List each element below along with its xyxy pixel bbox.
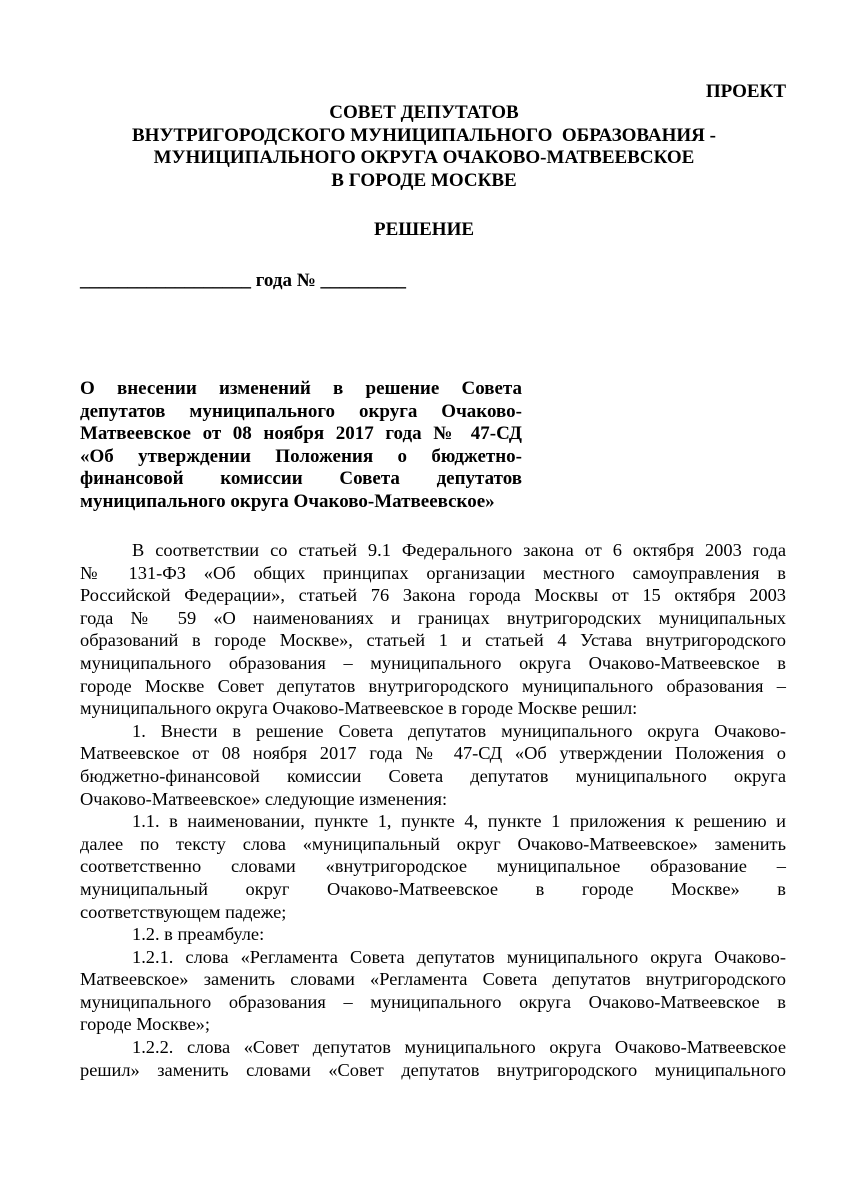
decision-body — [80, 539, 786, 1081]
body-line: Очаково-Матвеевское» следующие изменения: — [80, 788, 448, 809]
body-line: муниципального образования – муниципального округа Очаково-Матвеевское в — [80, 652, 786, 673]
body-line: Матвеевское» заменить словами «Регламента Совета депутатов внутригородского — [80, 969, 786, 990]
body-line: решил» заменить словами «Совет депутатов внутригородского муниципального — [80, 1059, 786, 1080]
body-line: 1.2.1. слова «Регламента Совета депутатов муниципального округа Очаково- — [132, 946, 786, 967]
header-line: СОВЕТ ДЕПУТАТОВ — [329, 102, 519, 123]
body-line: муниципальный округ Очаково-Матвеевское в городе Москве» в — [80, 878, 786, 899]
body-line: далее по тексту слова «муниципальный округ Очаково-Матвеевское» заменить — [80, 833, 786, 854]
subject-line: финансовой комиссии Совета депутатов — [80, 468, 522, 489]
document-type-title: РЕШЕНИЕ — [373, 219, 475, 240]
date-number-line: __________________ года № _________ — [80, 270, 407, 291]
decision-subject — [80, 378, 522, 513]
body-line: года № 59 «О наименованиях и границах внутригородских муниципальных — [80, 607, 786, 628]
body-line: Матвеевское от 08 ноября 2017 года № 47-СД «Об утверждении Положения о — [80, 743, 786, 764]
subject-line: О внесении изменений в решение Совета — [80, 378, 522, 399]
header-line: В ГОРОДЕ МОСКВЕ — [331, 169, 517, 191]
body-line: образований в городе Москве», статьей 1 и статьей 4 Устава внутригородского — [80, 630, 786, 651]
body-line: городе Москве»; — [80, 1014, 210, 1035]
body-line: соответствующем падеже; — [80, 901, 287, 922]
body-line: 1.2. в преамбуле: — [132, 924, 265, 945]
body-line: № 131-ФЗ «Об общих принципах организации местного самоуправления в — [80, 562, 786, 583]
issuer-header — [0, 102, 848, 192]
subject-line: муниципального округа Очаково-Матвеевское» — [80, 490, 495, 512]
body-line: муниципального образования – муниципального округа Очаково-Матвеевское в — [80, 991, 786, 1012]
body-line: 1.1. в наименовании, пункте 1, пункте 4, пункте 1 приложения к решению и — [132, 811, 786, 832]
subject-line: «Об утверждении Положения о бюджетно- — [80, 445, 522, 467]
body-line: муниципального округа Очаково-Матвеевское в городе Москве решил: — [80, 698, 638, 719]
body-line: бюджетно-финансовой комиссии Совета депутатов муниципального округа — [80, 765, 786, 786]
body-line: 1. Внести в решение Совета депутатов муниципального округа Очаково- — [132, 720, 786, 741]
body-line: Российской Федерации», статьей 76 Закона города Москвы от 15 октября 2003 — [80, 585, 786, 606]
draft-stamp: ПРОЕКТ — [705, 81, 786, 102]
body-line: В соответствии со статьей 9.1 Федерального закона от 6 октября 2003 года — [132, 540, 786, 560]
body-line: городе Москве Совет депутатов внутригородского муниципального образования – — [80, 675, 786, 696]
header-line: ВНУТРИГОРОДСКОГО МУНИЦИПАЛЬНОГО ОБРАЗОВАНИЯ - — [132, 124, 716, 146]
body-line: 1.2.2. слова «Совет депутатов муниципального округа Очаково-Матвеевское — [132, 1037, 786, 1058]
subject-line: депутатов муниципального округа Очаково- — [80, 400, 522, 422]
body-line: соответственно словами «внутригородское муниципальное образование – — [80, 856, 786, 877]
header-line: МУНИЦИПАЛЬНОГО ОКРУГА ОЧАКОВО-МАТВЕЕВСКОЕ — [153, 147, 695, 168]
subject-line: Матвеевское от 08 ноября 2017 года № 47-СД — [80, 423, 522, 444]
